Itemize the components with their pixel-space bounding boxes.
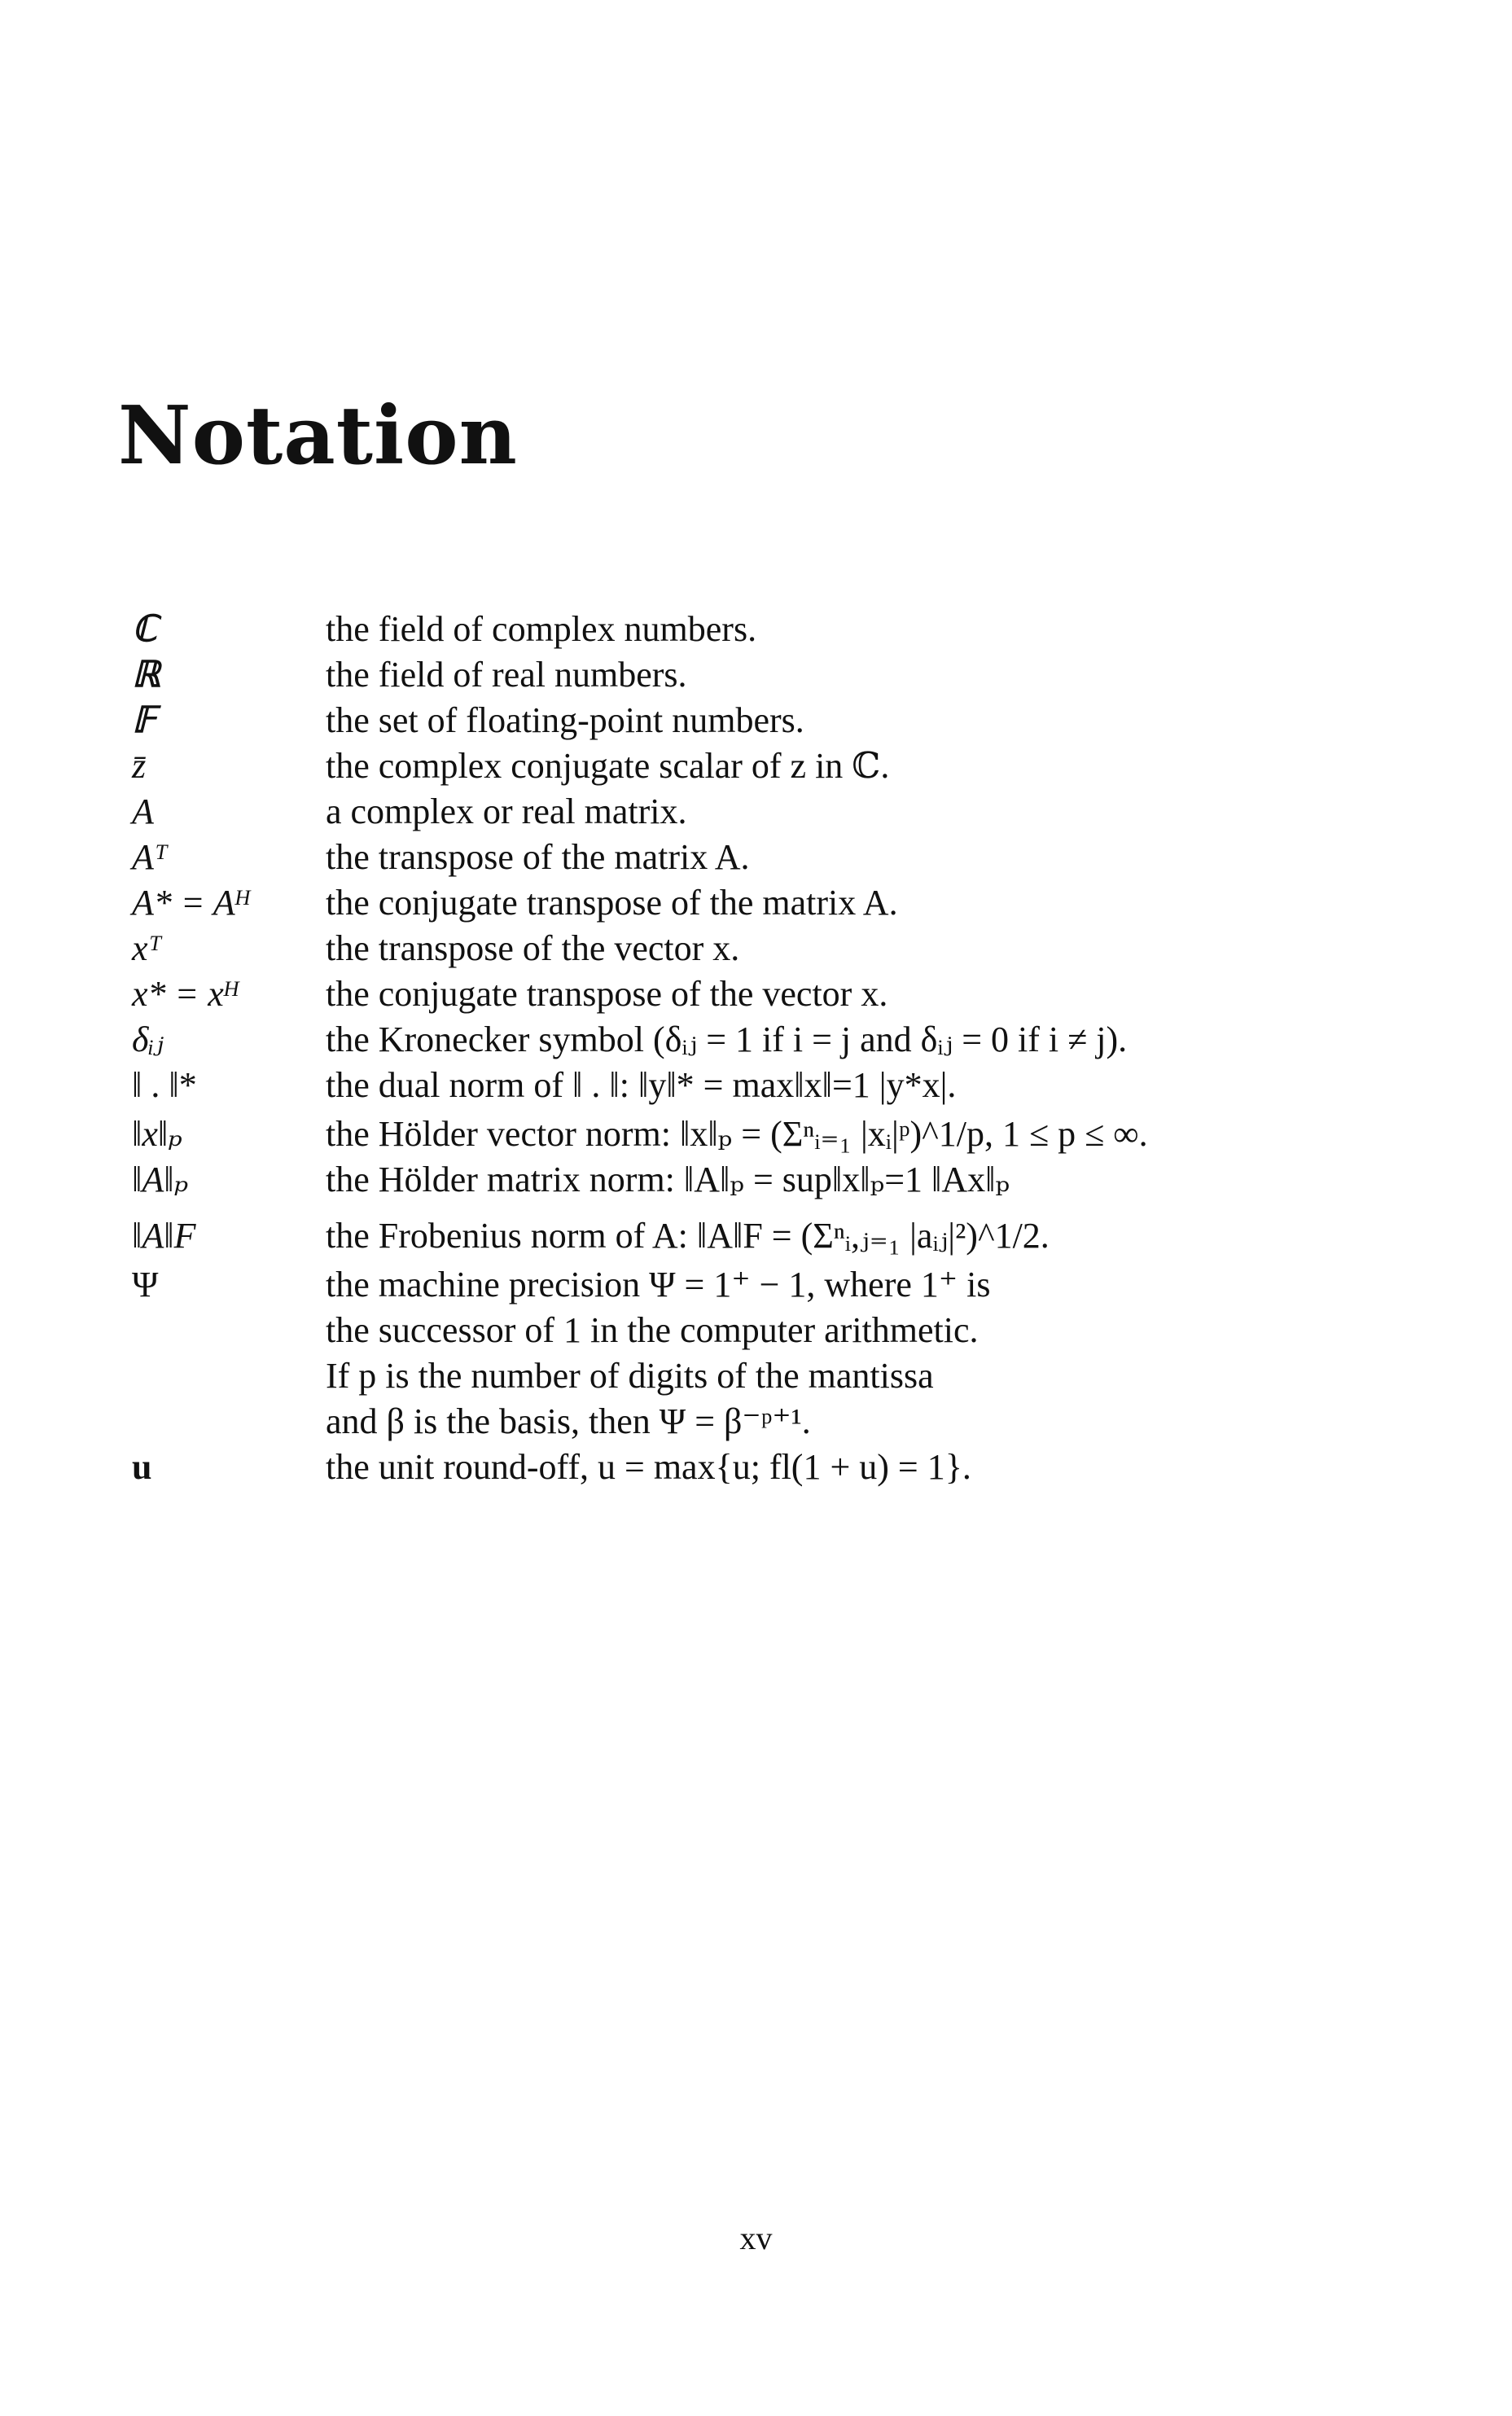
notation-row	[0, 926, 1512, 971]
notation-row	[0, 789, 1512, 835]
notation-row	[0, 1017, 1512, 1063]
notation-symbol: A* = Aᴴ	[132, 883, 248, 923]
notation-description: the conjugate transpose of the matrix A.	[326, 883, 898, 923]
notation-description: the field of real numbers.	[326, 655, 687, 695]
notation-symbol: ‖A‖F	[132, 1216, 196, 1256]
notation-row	[0, 1063, 1512, 1108]
page-title: Notation	[118, 389, 518, 483]
notation-description: the transpose of the vector x.	[326, 928, 740, 968]
notation-row	[0, 607, 1512, 652]
notation-description: the machine precision Ψ = 1⁺ − 1, where 1⁺ is	[326, 1265, 991, 1304]
notation-description: If p is the number of digits of the mantissa	[326, 1356, 934, 1396]
notation-description: the dual norm of ‖ . ‖: ‖y‖* = max‖x‖=1 |y*x|.	[326, 1065, 957, 1105]
notation-symbol: ℂ	[132, 609, 157, 649]
notation-row	[0, 1157, 1512, 1203]
notation-description: the successor of 1 in the computer arithmetic.	[326, 1310, 979, 1350]
notation-row	[0, 652, 1512, 698]
notation-symbol: Aᵀ	[132, 837, 168, 877]
notation-description: a complex or real matrix.	[326, 791, 687, 831]
notation-symbol: 𝔽	[132, 700, 156, 740]
notation-row	[0, 835, 1512, 880]
notation-row	[0, 698, 1512, 743]
notation-row	[0, 880, 1512, 926]
notation-row	[0, 1308, 1512, 1353]
notation-row	[0, 743, 1512, 789]
notation-row	[0, 1112, 1512, 1157]
notation-description: the complex conjugate scalar of z in ℂ.	[326, 746, 890, 786]
notation-symbol: ‖ . ‖*	[132, 1065, 197, 1105]
notation-row	[0, 1213, 1512, 1259]
notation-symbol: x* = xᴴ	[132, 974, 237, 1014]
notation-description: the Kronecker symbol (δᵢⱼ = 1 if i = j and δᵢⱼ = 0 if i ≠ j).	[326, 1019, 1128, 1059]
notation-symbol: ℝ	[132, 655, 160, 695]
notation-row	[0, 971, 1512, 1017]
notation-description: the conjugate transpose of the vector x.	[326, 974, 888, 1014]
notation-description: the transpose of the matrix A.	[326, 837, 750, 877]
notation-symbol: z̄	[132, 746, 147, 786]
notation-row	[0, 1353, 1512, 1399]
notation-description: the Hölder vector norm: ‖x‖ₚ = (Σⁿᵢ₌₁ |xᵢ|ᵖ)^1/p, 1 ≤ p ≤ ∞.	[326, 1114, 1148, 1154]
notation-description: the field of complex numbers.	[326, 609, 757, 649]
notation-symbol: u	[132, 1447, 152, 1487]
notation-symbol: A	[132, 791, 154, 831]
notation-description: the unit round-off, u = max{u; fl(1 + u) = 1}.	[326, 1447, 971, 1487]
notation-symbol: ‖A‖ₚ	[132, 1160, 189, 1199]
notation-symbol: ‖x‖ₚ	[132, 1114, 182, 1154]
notation-symbol: xᵀ	[132, 928, 162, 968]
notation-description: the Hölder matrix norm: ‖A‖ₚ = sup‖x‖ₚ=1 ‖Ax‖ₚ	[326, 1160, 1010, 1199]
notation-row	[0, 1399, 1512, 1445]
notation-symbol: Ψ	[132, 1265, 159, 1304]
notation-row	[0, 1445, 1512, 1490]
notation-symbol: δᵢⱼ	[132, 1019, 164, 1059]
page-number: xv	[739, 2220, 773, 2256]
notation-description: and β is the basis, then Ψ = β⁻ᵖ⁺¹.	[326, 1401, 811, 1441]
notation-description: the set of floating-point numbers.	[326, 700, 804, 740]
notation-description: the Frobenius norm of A: ‖A‖F = (Σⁿᵢ,ⱼ₌₁ |aᵢⱼ|²)^1/2.	[326, 1216, 1050, 1256]
notation-row	[0, 1262, 1512, 1308]
